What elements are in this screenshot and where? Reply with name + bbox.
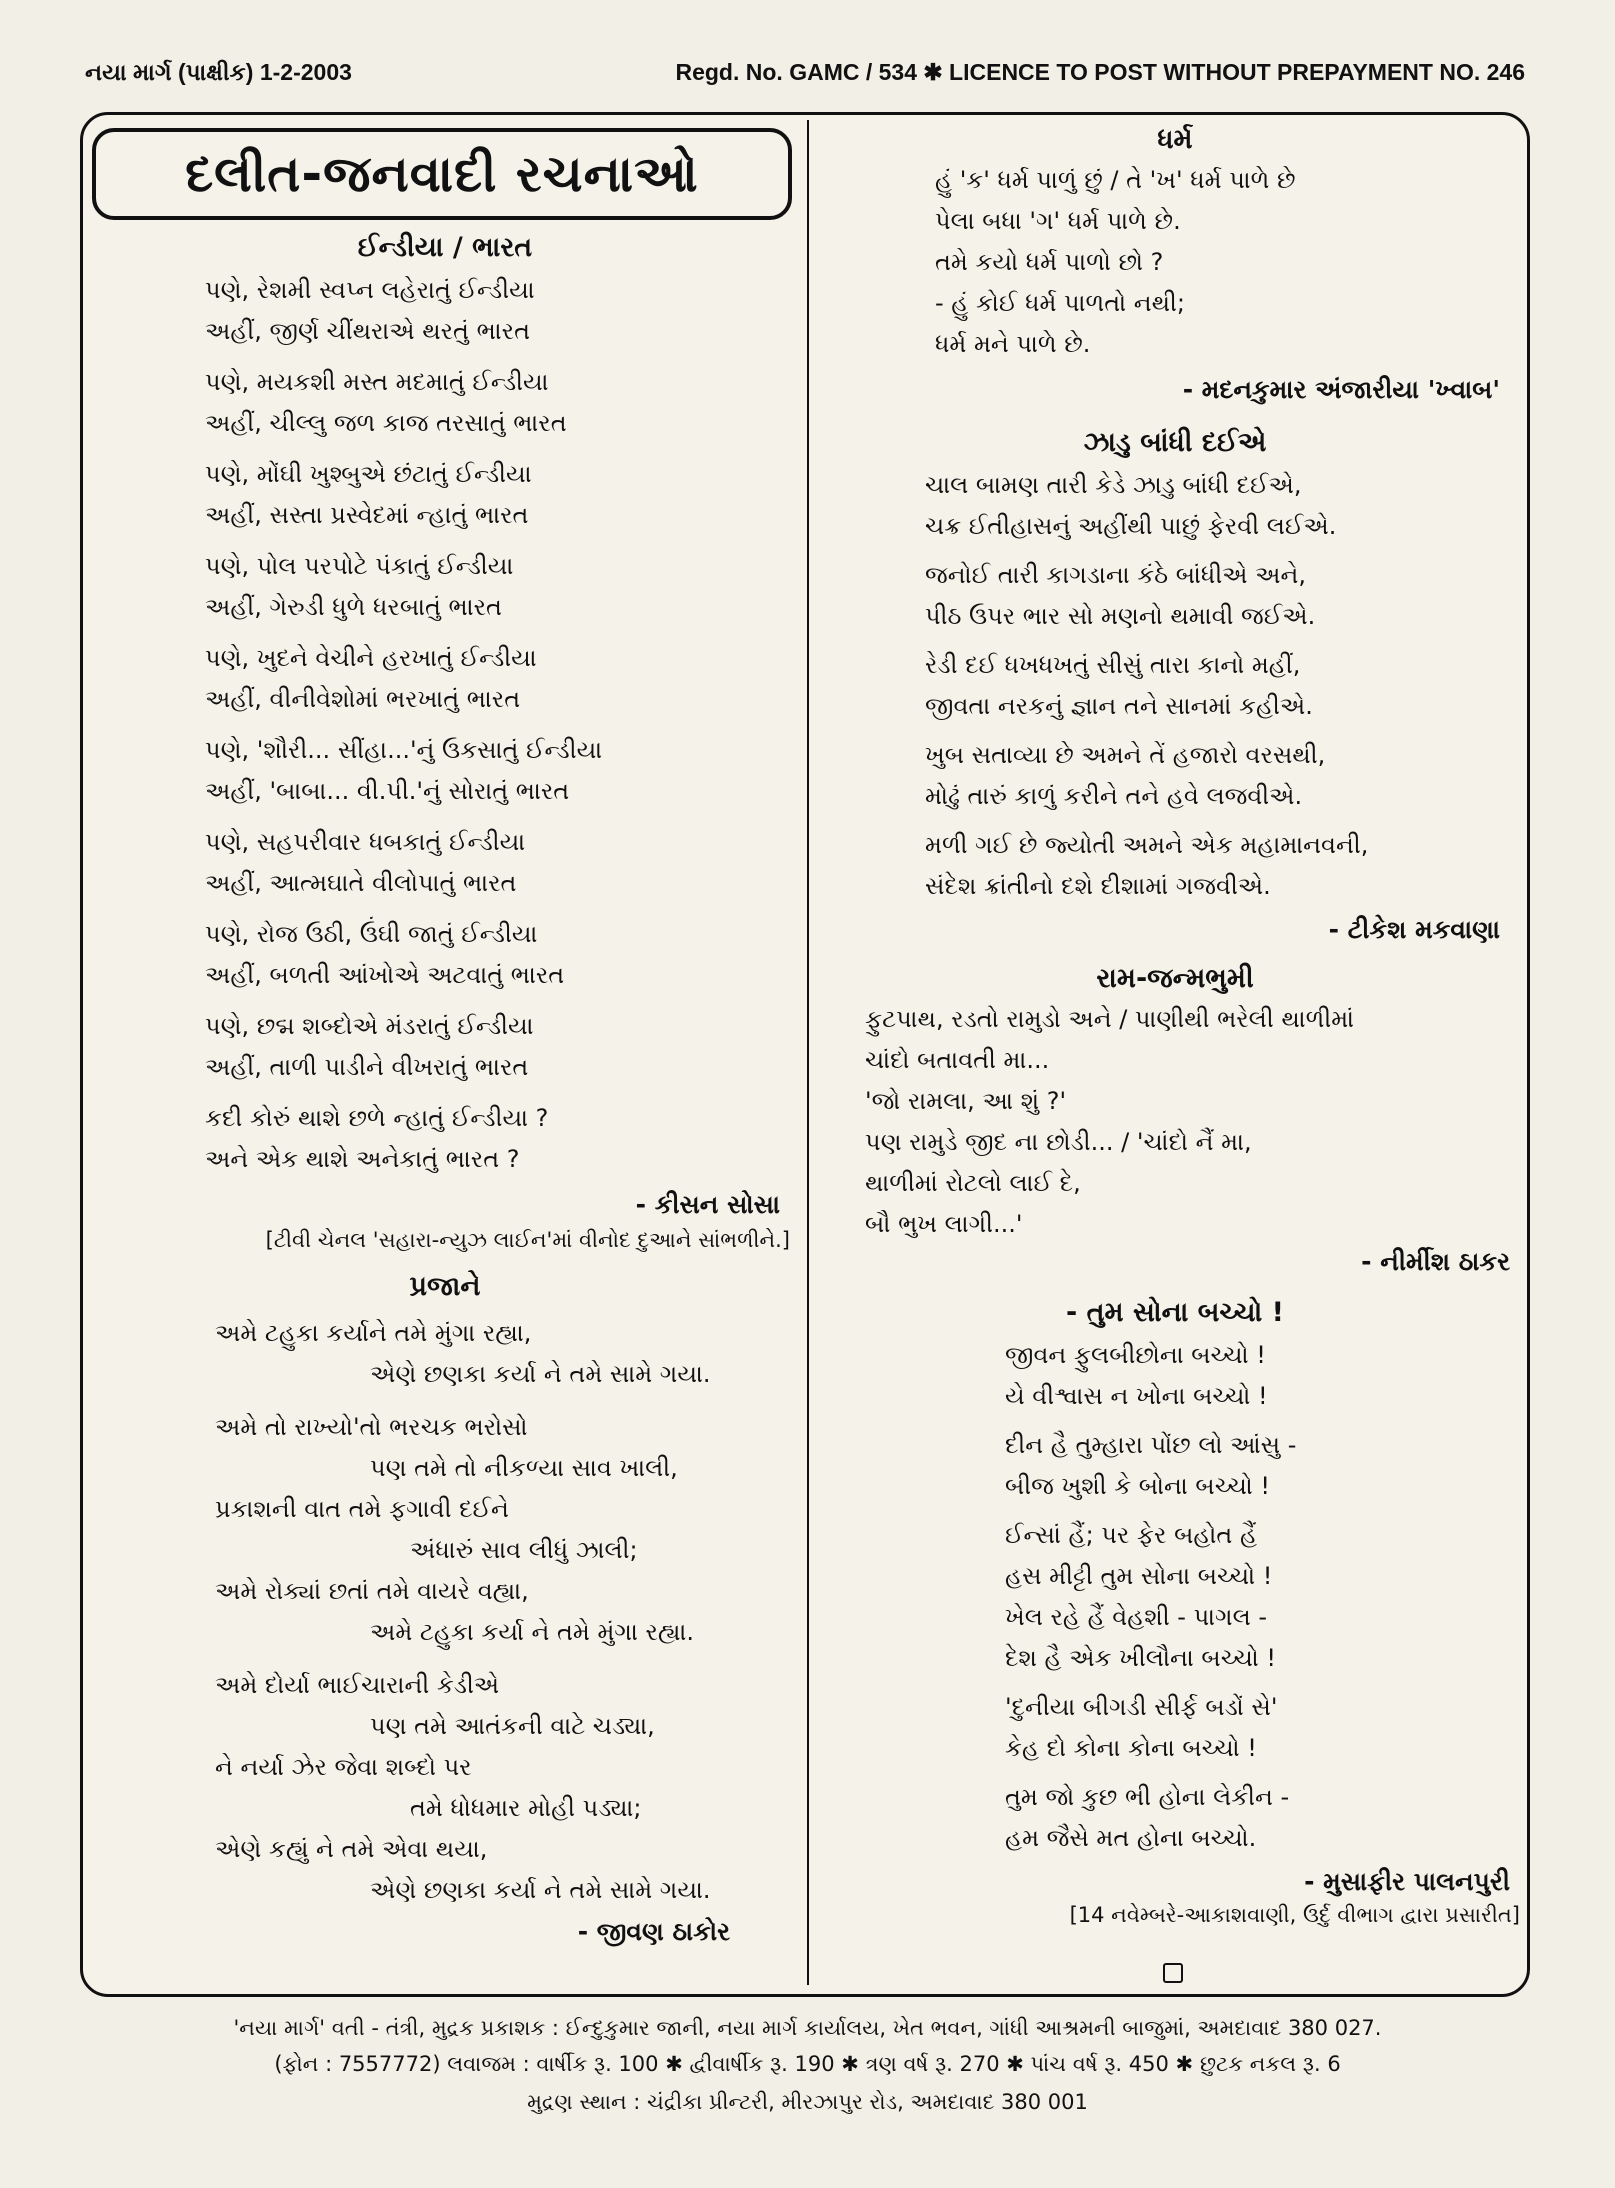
stanza (925, 645, 1520, 727)
poem-line: અહીં, તાળી પાડીને વીખરાતું ભારત (205, 1053, 529, 1081)
stanza (205, 730, 790, 812)
poem-line: અહીં, ગેરુડી ધુળે ધરબાતું ભારત (205, 593, 502, 621)
poem-line: દેશ હૈ એક ખીલૌના બચ્ચો ! (1005, 1644, 1277, 1672)
poem-line: ઈન્સાં હૈં; પર ફેર બહોત હૈં (1005, 1521, 1258, 1549)
stanza (1005, 1515, 1520, 1679)
poem-line: તમે ધોધમાર મોહી પડ્યા; (410, 1794, 642, 1822)
poem-line: પેલા બધા 'ગ' ધર્મ પાળે છે. (935, 207, 1181, 235)
poem-line: અહીં, 'બાબા... વી.પી.'નું સોરાતું ભારત (205, 777, 570, 805)
poem-line: ચાંદો બતાવતી મા... (865, 1046, 1050, 1074)
poem-line: અમે તો રાખ્યો'તો ભરચક ભરોસો (215, 1413, 528, 1441)
poem-line: ચાલ બામણ તારી કેડે ઝાડુ બાંધી દઈએ, (925, 471, 1302, 499)
poem-line: પણે, છદ્મ શબ્દોએ મંડરાતું ઈન્ડીયા (205, 1012, 534, 1040)
poem-line: રેડી દઈ ધખધખતું સીસું તારા કાનો મહીં, (925, 651, 1301, 679)
poem-line: તુમ જો કુછ ભી હોના લેકીન - (1005, 1783, 1290, 1811)
poem-line: પણે, મોંઘી ખુશ્બુએ છંટાતું ઈન્ડીયા (205, 460, 532, 488)
poem-note: [14 નવેમ્બરે-આકાશવાણી, ઉર્દુ વીભાગ દ્વારા પ્રસારીત] (1069, 1903, 1520, 1927)
stanza (205, 454, 790, 536)
poem-dharma (830, 124, 1520, 405)
poem-line: પણ તમે તો નીકળ્યા સાવ ખાલી, (370, 1454, 678, 1482)
poem-line: એણે કહ્યું ને તમે એવા થયા, (215, 1835, 488, 1863)
poem-line: 'જો રામલા, આ શું ?' (865, 1087, 1067, 1115)
poem-line: અને એક થાશે અનેકાતું ભારત ? (205, 1145, 520, 1173)
poem-author: - જીવણ ઠાકોર (577, 1917, 730, 1946)
poem-line: પણ રામુડે જીદ ના છોડી... / 'ચાંદો નૈં મા, (865, 1128, 1252, 1156)
poem-line: તમે કયો ધર્મ પાળો છો ? (935, 248, 1164, 276)
footer-printer: મુદ્રણ સ્થાન : ચંદ્રીકા પ્રીન્ટરી, મીરઝાપુર રોડ, અમદાવાદ 380 001 (527, 2090, 1088, 2114)
stanza (205, 1006, 790, 1088)
poem-line: યે વીશ્વાસ ન ખોના બચ્ચો ! (1005, 1382, 1268, 1410)
poem-title: ઝાડુ બાંધી દઈએ (1083, 427, 1267, 458)
poem-prajane (100, 1271, 790, 1947)
stanza (205, 914, 790, 996)
poem-line: મોઢું તારું કાળું કરીને તને હવે લજવીએ. (925, 782, 1303, 810)
stanza-gap (100, 1395, 790, 1407)
poem-line: પ્રકાશની વાત તમે ફગાવી દઈને (215, 1495, 509, 1523)
left-column (100, 232, 790, 1947)
poem-line: મળી ગઈ છે જ્યોતી અમને એક મહામાનવની, (925, 831, 1369, 859)
poem-line: બીજ ખુશી કે બોના બચ્ચો ! (1005, 1472, 1271, 1500)
poem-title: - તુમ સોના બચ્ચો ! (1066, 1297, 1284, 1328)
poem-line: પણે, ખુદને વેચીને હરખાતું ઈન્ડીયા (205, 644, 537, 672)
poem-line: પણ તમે આતંકની વાટે ચડ્યા, (370, 1712, 655, 1740)
footer-subscription: (ફોન : 7557772) લવાજમ : વાર્ષીક રૂ. 100 ✱ દ્વીવાર્ષીક રૂ. 190 ✱ ત્રણ વર્ષ રૂ. 270 ✱ પાંચ વર્ષ રૂ. 450 ✱ છુટક નકલ રૂ. 6 (274, 2052, 1341, 2076)
poem-line: જનોઈ તારી કાગડાના કંઠે બાંધીએ અને, (925, 561, 1306, 589)
poem-india (100, 232, 790, 1253)
poem-line: પીઠ ઉપર ભાર સો મણનો થમાવી જઈએ. (925, 602, 1316, 630)
poem-line: ખુબ સતાવ્યા છે અમને તેં હજારો વરસથી, (925, 741, 1326, 769)
poem-line: અંધારું સાવ લીધું ઝાલી; (410, 1536, 638, 1564)
poem-line: પણે, મયકશી મસ્ત મદમાતું ઈન્ડીયા (205, 368, 549, 396)
poem-line: હસ મીટ્ટી તુમ સોના બચ્ચો ! (1005, 1562, 1273, 1590)
stanza (925, 465, 1520, 547)
poem-author: - મદનકુમાર અંજારીયા 'ખ્વાબ' (1182, 375, 1500, 404)
poem-title: પ્રજાને (409, 1271, 481, 1302)
stanza (925, 735, 1520, 817)
poem-author: - કીસન સોસા (635, 1190, 780, 1219)
poem-jhadu (830, 427, 1520, 945)
poem-tum (830, 1297, 1520, 1928)
poem-author: - ટીકેશ મકવાણા (1328, 915, 1500, 944)
poem-line: અહીં, આત્મઘાતે વીલોપાતું ભારત (205, 869, 517, 897)
column-divider (807, 120, 809, 1985)
poem-line: અમે રોક્યાં છતાં તમે વાયરે વહ્યા, (215, 1577, 529, 1605)
poem-line: કેહ દો કોના કોના બચ્ચો ! (1005, 1734, 1257, 1762)
footer-publisher: 'નયા માર્ગ' વતી - તંત્રી, મુદ્રક પ્રકાશક : ઈન્દુકુમાર જાની, નયા માર્ગ કાર્યાલય, ખેત ભવન, ગાંધી આશ્રમની બાજુમાં, અમદાવાદ 380 027. (233, 2016, 1382, 2040)
poem-line: ચક્ર ઈતીહાસનું અહીંથી પાછું ફેરવી લઈએ. (925, 512, 1337, 540)
poem-line: અહીં, વીનીવેશોમાં ભરખાતું ભારત (205, 685, 521, 713)
page-header (85, 52, 1525, 92)
right-column (830, 118, 1520, 1928)
poem-line: જીવતા નરકનું જ્ઞાન તને સાનમાં કહીએ. (925, 692, 1313, 720)
end-mark-icon (1163, 1963, 1183, 1983)
poem-author: - નીર્મીશ ઠાકર (1361, 1247, 1510, 1276)
poem-line: પણે, 'શૌરી... સીંહા...'નું ઉકસાતું ઈન્ડીયા (205, 736, 603, 764)
stanza-gap (100, 1653, 790, 1665)
poem-line: પણે, પોલ પરપોટે પંકાતું ઈન્ડીયા (205, 552, 514, 580)
stanza (1005, 1335, 1520, 1417)
header-registration: Regd. No. GAMC / 534 ✱ LICENCE TO POST WITHOUT PREPAYMENT NO. 246 (675, 58, 1525, 85)
poem-line: દીન હૈ તુમ્હારા પોંછ લો આંસુ - (1005, 1431, 1297, 1459)
stanza (1005, 1777, 1520, 1859)
stanza (925, 825, 1520, 907)
poem-line: - હું કોઈ ધર્મ પાળતો નથી; (935, 289, 1186, 317)
poem-line: ધર્મ મને પાળે છે. (935, 330, 1091, 358)
stanza (1005, 1425, 1520, 1507)
poem-line: હું 'ક' ધર્મ પાળું છું / તે 'ખ' ધર્મ પાળે છે (935, 166, 1296, 194)
header-issue: નયા માર્ગ (પાક્ષીક) 1-2-2003 (85, 58, 352, 85)
section-title: દલીત-જનવાદી રચનાઓ (92, 128, 792, 220)
poem-title: રામ-જન્મભુમી (1096, 963, 1254, 994)
poem-line: 'દુનીયા બીગડી સીર્ફ બડોં સે' (1005, 1693, 1278, 1721)
poem-line: ને નર્યા ઝેર જેવા શબ્દો પર (215, 1753, 472, 1781)
stanza (205, 1098, 790, 1180)
poem-author: - મુસાફીર પાલનપુરી (1304, 1867, 1510, 1896)
stanza (925, 555, 1520, 637)
stanza (205, 362, 790, 444)
poem-title: ધર્મ (1157, 124, 1193, 155)
poem-line: અમે દોર્યા ભાઈચારાની કેડીએ (215, 1671, 500, 1699)
poem-line: અમે ટહુકા કર્યા ને તમે મુંગા રહ્યા. (370, 1618, 694, 1646)
poem-line: પણે, રેશમી સ્વપ્ન લહેરાતું ઈન્ડીયા (205, 276, 535, 304)
poem-line: એણે છણકા કર્યા ને તમે સામે ગયા. (370, 1876, 711, 1904)
poem-line: અહીં, બળતી આંખોએ અટવાતું ભારત (205, 961, 565, 989)
poem-line: હમ જૈસે મત હોના બચ્ચો. (1005, 1824, 1257, 1852)
poem-line: બૌ ભુખ લાગી...' (865, 1210, 1023, 1238)
poem-line: અહીં, સસ્તા પ્રસ્વેદમાં ન્હાતું ભારત (205, 501, 529, 529)
poem-line: પણે, રોજ ઉઠી, ઉંઘી જાતું ઈન્ડીયા (205, 920, 538, 948)
poem-ram (830, 963, 1520, 1277)
poem-line: અહીં, જીર્ણ ચીંથરાએ થરતું ભારત (205, 317, 530, 345)
poem-line: કદી કોરું થાશે છળે ન્હાતું ઈન્ડીયા ? (205, 1104, 549, 1132)
poem-line: અમે ટહુકા કર્યાને તમે મુંગા રહ્યા, (215, 1319, 532, 1347)
poem-line: એણે છણકા કર્યા ને તમે સામે ગયા. (370, 1360, 711, 1388)
stanza (205, 270, 790, 352)
stanza (205, 822, 790, 904)
poem-line: થાળીમાં રોટલો લાઈ દે, (865, 1169, 1081, 1197)
stanza (205, 546, 790, 628)
poem-line: અહીં, ચીલ્લુ જળ કાજ તરસાતું ભારત (205, 409, 567, 437)
stanza (1005, 1687, 1520, 1769)
poem-line: પણે, સહપરીવાર ધબકાતું ઈન્ડીયા (205, 828, 526, 856)
poem-line: ફુટપાથ, રડતો રામુડો અને / પાણીથી ભરેલી થાળીમાં (865, 1005, 1355, 1033)
poem-line: જીવન ફુલબીછોના બચ્ચો ! (1005, 1341, 1266, 1369)
stanza (205, 638, 790, 720)
poem-note: [ટીવી ચેનલ 'સહારા-ન્યુઝ લાઈન'માં વીનોદ દુઆને સાંભળીને.] (265, 1228, 790, 1252)
poem-line: ખેલ રહે હૈં વેહશી - પાગલ - (1005, 1603, 1268, 1631)
poem-line: સંદેશ ક્રાંતીનો દશે દીશામાં ગજવીએ. (925, 872, 1271, 900)
poem-title: ઈન્ડીયા / ભારત (357, 232, 533, 263)
